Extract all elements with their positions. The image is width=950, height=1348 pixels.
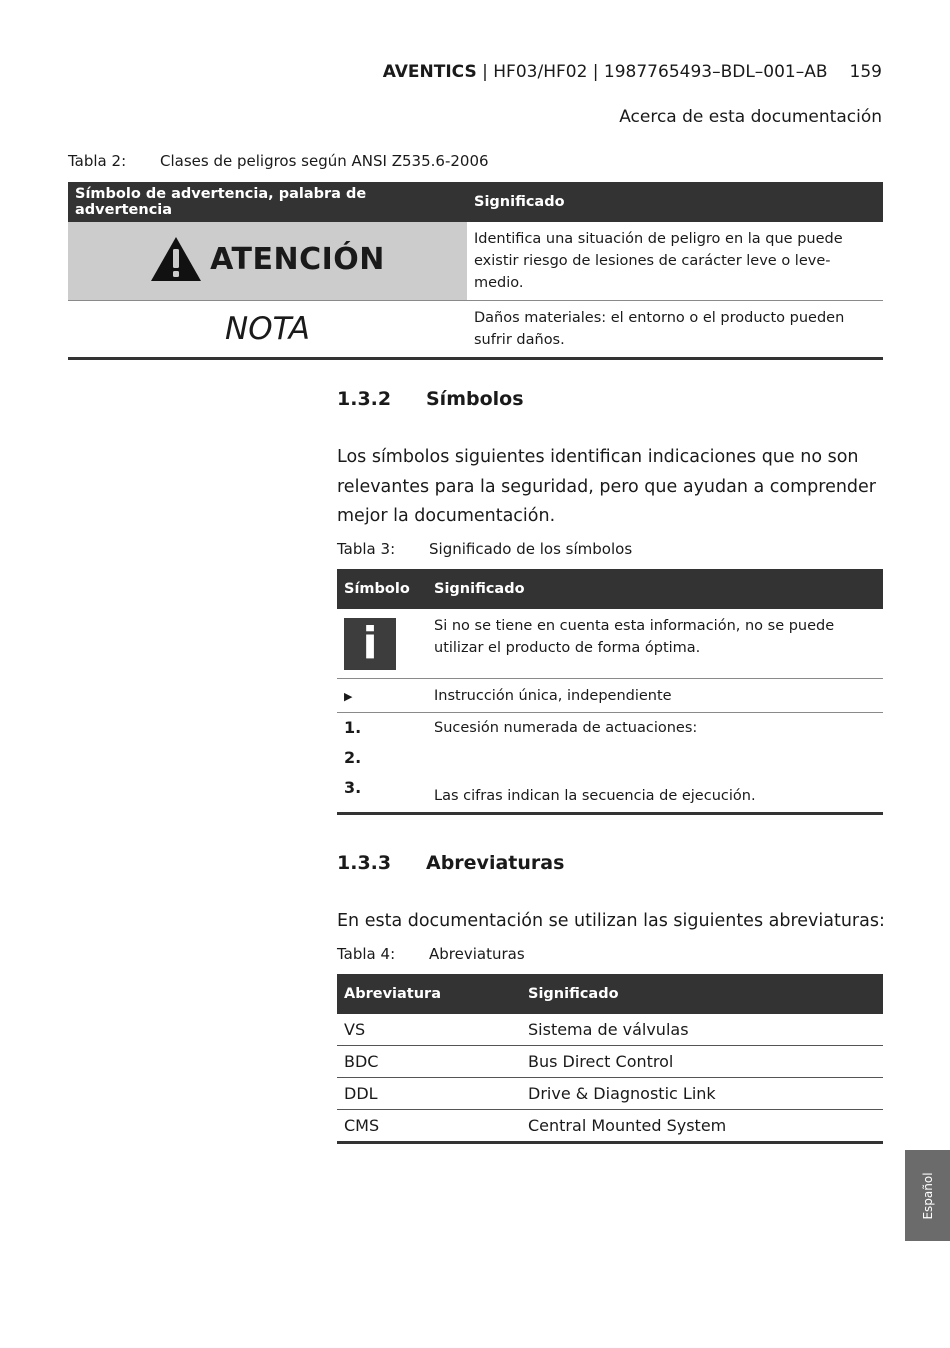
step-number: 1. (344, 718, 362, 737)
table4-header-abbreviation: Abreviatura (337, 974, 521, 1014)
meaning-cell: Drive & Diagnostic Link (521, 1078, 883, 1110)
section-intro-paragraph: Los símbolos siguientes identifican indicaciones que no son relevantes para la seguridad, pero que ayudan a comprender mejor la documentación. (337, 447, 877, 526)
table3-header-symbol: Símbolo (337, 569, 427, 609)
meaning-cell: Instrucción única, independiente (427, 679, 883, 713)
triangle-bullet-icon: ▶ (344, 689, 353, 703)
meaning-cell: Bus Direct Control (521, 1046, 883, 1078)
section-number: 1.3.3 (337, 852, 392, 874)
sequence-description (434, 717, 876, 807)
abbreviation-cell: BDC (337, 1046, 521, 1078)
abbreviation-cell: CMS (337, 1110, 521, 1143)
language-tab-label: Español (920, 1171, 935, 1220)
section-title: Símbolos (426, 388, 524, 410)
language-side-tab (905, 1150, 950, 1241)
meaning-cell: Central Mounted System (521, 1110, 883, 1143)
document-id: | HF03/HF02 | 1987765493–BDL–001–AB (476, 62, 828, 82)
page-number: 159 (849, 62, 882, 82)
numbered-steps (344, 717, 420, 807)
abbreviations-table (337, 974, 883, 1144)
abbreviation-cell: VS (337, 1014, 521, 1046)
meaning-cell: Sistema de válvulas (521, 1014, 883, 1046)
hazard-classes-table (68, 182, 883, 360)
section-heading-simbolos (337, 388, 524, 410)
table2-caption-label: Tabla 2: (68, 152, 127, 170)
brand-name: AVENTICS (382, 62, 477, 82)
signal-word-label: ATENCIÓN (210, 241, 385, 277)
symbol-cell (337, 679, 427, 713)
table3-caption (337, 540, 632, 558)
table3-caption-label: Tabla 3: (337, 540, 396, 558)
table2-header-symbol: Símbolo de advertencia, palabra de advertencia (68, 182, 467, 222)
step-number: 3. (344, 778, 362, 797)
section-intro-paragraph: En esta documentación se utilizan las siguientes abreviaturas: (337, 911, 885, 931)
meaning-cell: Si no se tiene en cuenta esta información, no se puede utilizar el producto de forma óptima. (427, 609, 883, 679)
table-row (337, 679, 883, 713)
symbol-cell (337, 713, 427, 814)
table3-caption-text: Significado de los símbolos (429, 540, 633, 558)
table3-header-meaning: Significado (427, 569, 883, 609)
meaning-cell (427, 713, 883, 814)
table-row (68, 301, 883, 359)
notice-meaning-cell: Daños materiales: el entorno o el producto pueden sufrir daños. (467, 301, 883, 359)
hazard-symbol-cell (68, 222, 467, 301)
running-header (383, 62, 882, 82)
section-title: Abreviaturas (426, 852, 565, 874)
symbol-cell (337, 609, 427, 679)
table2-caption (68, 152, 489, 170)
section-heading-abreviaturas (337, 852, 564, 874)
sequence-note: Las cifras indican la secuencia de ejecución. (434, 788, 756, 804)
table2-caption-text: Clases de peligros según ANSI Z535.6-2006 (160, 152, 489, 170)
section-number: 1.3.2 (337, 388, 392, 410)
table4-header-meaning: Significado (521, 974, 883, 1014)
table-row (68, 222, 883, 301)
table-row (337, 1014, 883, 1046)
abbreviation-cell: DDL (337, 1078, 521, 1110)
info-icon: i (344, 618, 396, 670)
table-row (337, 1110, 883, 1143)
table-row (337, 1078, 883, 1110)
table4-caption (337, 945, 525, 963)
hazard-meaning-cell: Identifica una situación de peligro en la que puede existir riesgo de lesiones de carácter leve o leve-medio. (467, 222, 883, 301)
table-row (337, 713, 883, 814)
table4-caption-label: Tabla 4: (337, 945, 396, 963)
sequence-title: Sucesión numerada de actuaciones: (434, 720, 698, 736)
table2-header-meaning: Significado (467, 182, 883, 222)
table4-caption-text: Abreviaturas (429, 945, 525, 963)
signal-word-nota: NOTA (68, 301, 467, 359)
table-row (337, 1046, 883, 1078)
signal-word-atencion (150, 236, 385, 282)
table-row (337, 609, 883, 679)
step-number: 2. (344, 748, 362, 767)
section-header: Acerca de esta documentación (619, 107, 882, 127)
symbols-table (337, 569, 883, 815)
warning-triangle-icon (150, 236, 202, 282)
